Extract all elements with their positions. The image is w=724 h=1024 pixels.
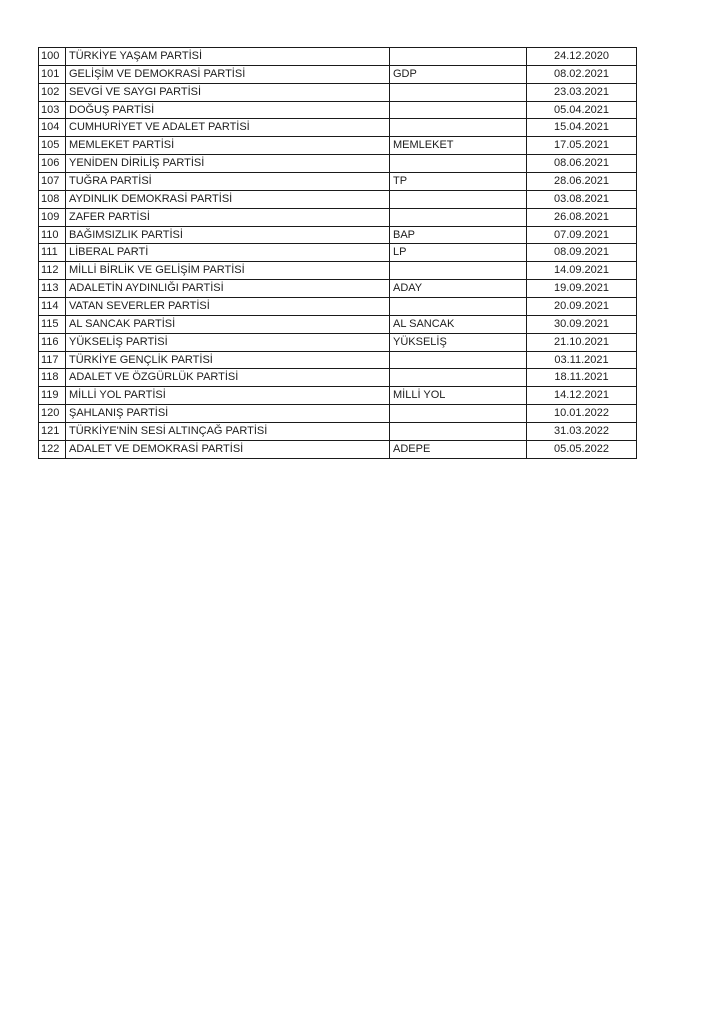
- abbreviation-cell: AL SANCAK: [390, 315, 527, 333]
- row-number-cell: 104: [39, 119, 66, 137]
- abbreviation-cell: LP: [390, 244, 527, 262]
- abbreviation-cell: GDP: [390, 65, 527, 83]
- party-table-body: [39, 48, 637, 459]
- party-name-cell: TÜRKİYE YAŞAM PARTİSİ: [66, 48, 390, 66]
- abbreviation-cell: YÜKSELİŞ: [390, 333, 527, 351]
- row-number-cell: 112: [39, 262, 66, 280]
- row-number-cell: 117: [39, 351, 66, 369]
- row-number-cell: 109: [39, 208, 66, 226]
- party-name-cell: ZAFER PARTİSİ: [66, 208, 390, 226]
- party-name-cell: TUĞRA PARTİSİ: [66, 173, 390, 191]
- table-row: [39, 101, 637, 119]
- founding-date-cell: 21.10.2021: [527, 333, 637, 351]
- table-row: [39, 369, 637, 387]
- row-number-cell: 111: [39, 244, 66, 262]
- party-name-cell: MİLLİ BİRLİK VE GELİŞİM PARTİSİ: [66, 262, 390, 280]
- abbreviation-cell: [390, 423, 527, 441]
- founding-date-cell: 03.11.2021: [527, 351, 637, 369]
- party-name-cell: DOĞUŞ PARTİSİ: [66, 101, 390, 119]
- table-row: [39, 405, 637, 423]
- party-name-cell: AL SANCAK PARTİSİ: [66, 315, 390, 333]
- party-name-cell: YÜKSELİŞ PARTİSİ: [66, 333, 390, 351]
- abbreviation-cell: ADAY: [390, 280, 527, 298]
- abbreviation-cell: [390, 351, 527, 369]
- table-row: [39, 440, 637, 458]
- party-name-cell: VATAN SEVERLER PARTİSİ: [66, 298, 390, 316]
- row-number-cell: 122: [39, 440, 66, 458]
- table-row: [39, 83, 637, 101]
- party-name-cell: ADALET VE ÖZGÜRLÜK PARTİSİ: [66, 369, 390, 387]
- abbreviation-cell: [390, 101, 527, 119]
- table-row: [39, 423, 637, 441]
- abbreviation-cell: MİLLİ YOL: [390, 387, 527, 405]
- founding-date-cell: 18.11.2021: [527, 369, 637, 387]
- row-number-cell: 106: [39, 155, 66, 173]
- table-row: [39, 333, 637, 351]
- founding-date-cell: 31.03.2022: [527, 423, 637, 441]
- table-row: [39, 155, 637, 173]
- party-name-cell: AYDINLIK DEMOKRASİ PARTİSİ: [66, 190, 390, 208]
- row-number-cell: 103: [39, 101, 66, 119]
- abbreviation-cell: [390, 190, 527, 208]
- party-name-cell: MİLLİ YOL PARTİSİ: [66, 387, 390, 405]
- founding-date-cell: 10.01.2022: [527, 405, 637, 423]
- table-row: [39, 190, 637, 208]
- row-number-cell: 119: [39, 387, 66, 405]
- party-name-cell: TÜRKİYE'NİN SESİ ALTINÇAĞ PARTİSİ: [66, 423, 390, 441]
- party-name-cell: MEMLEKET PARTİSİ: [66, 137, 390, 155]
- row-number-cell: 101: [39, 65, 66, 83]
- row-number-cell: 116: [39, 333, 66, 351]
- row-number-cell: 113: [39, 280, 66, 298]
- table-row: [39, 244, 637, 262]
- table-row: [39, 208, 637, 226]
- row-number-cell: 121: [39, 423, 66, 441]
- row-number-cell: 115: [39, 315, 66, 333]
- table-row: [39, 173, 637, 191]
- founding-date-cell: 08.02.2021: [527, 65, 637, 83]
- abbreviation-cell: [390, 83, 527, 101]
- abbreviation-cell: [390, 298, 527, 316]
- table-row: [39, 262, 637, 280]
- party-name-cell: SEVGİ VE SAYGI PARTİSİ: [66, 83, 390, 101]
- founding-date-cell: 03.08.2021: [527, 190, 637, 208]
- table-row: [39, 65, 637, 83]
- table-row: [39, 315, 637, 333]
- row-number-cell: 118: [39, 369, 66, 387]
- founding-date-cell: 28.06.2021: [527, 173, 637, 191]
- party-table: [38, 47, 637, 459]
- founding-date-cell: 19.09.2021: [527, 280, 637, 298]
- abbreviation-cell: [390, 119, 527, 137]
- row-number-cell: 108: [39, 190, 66, 208]
- abbreviation-cell: [390, 369, 527, 387]
- party-name-cell: YENİDEN DİRİLİŞ PARTİSİ: [66, 155, 390, 173]
- abbreviation-cell: [390, 48, 527, 66]
- founding-date-cell: 05.04.2021: [527, 101, 637, 119]
- row-number-cell: 105: [39, 137, 66, 155]
- abbreviation-cell: TP: [390, 173, 527, 191]
- abbreviation-cell: [390, 155, 527, 173]
- row-number-cell: 120: [39, 405, 66, 423]
- founding-date-cell: 15.04.2021: [527, 119, 637, 137]
- founding-date-cell: 24.12.2020: [527, 48, 637, 66]
- founding-date-cell: 07.09.2021: [527, 226, 637, 244]
- founding-date-cell: 14.12.2021: [527, 387, 637, 405]
- table-row: [39, 298, 637, 316]
- founding-date-cell: 23.03.2021: [527, 83, 637, 101]
- founding-date-cell: 26.08.2021: [527, 208, 637, 226]
- abbreviation-cell: [390, 405, 527, 423]
- party-name-cell: LİBERAL PARTİ: [66, 244, 390, 262]
- row-number-cell: 114: [39, 298, 66, 316]
- party-name-cell: ŞAHLANIŞ PARTİSİ: [66, 405, 390, 423]
- row-number-cell: 110: [39, 226, 66, 244]
- table-row: [39, 351, 637, 369]
- table-row: [39, 387, 637, 405]
- table-row: [39, 48, 637, 66]
- party-name-cell: CUMHURİYET VE ADALET PARTİSİ: [66, 119, 390, 137]
- party-name-cell: BAĞIMSIZLIK PARTİSİ: [66, 226, 390, 244]
- row-number-cell: 102: [39, 83, 66, 101]
- abbreviation-cell: [390, 262, 527, 280]
- founding-date-cell: 30.09.2021: [527, 315, 637, 333]
- table-row: [39, 226, 637, 244]
- table-row: [39, 280, 637, 298]
- party-name-cell: TÜRKİYE GENÇLİK PARTİSİ: [66, 351, 390, 369]
- abbreviation-cell: MEMLEKET: [390, 137, 527, 155]
- abbreviation-cell: BAP: [390, 226, 527, 244]
- row-number-cell: 100: [39, 48, 66, 66]
- party-name-cell: GELİŞİM VE DEMOKRASİ PARTİSİ: [66, 65, 390, 83]
- abbreviation-cell: [390, 208, 527, 226]
- founding-date-cell: 05.05.2022: [527, 440, 637, 458]
- founding-date-cell: 08.09.2021: [527, 244, 637, 262]
- party-name-cell: ADALET VE DEMOKRASİ PARTİSİ: [66, 440, 390, 458]
- founding-date-cell: 14.09.2021: [527, 262, 637, 280]
- founding-date-cell: 20.09.2021: [527, 298, 637, 316]
- founding-date-cell: 08.06.2021: [527, 155, 637, 173]
- founding-date-cell: 17.05.2021: [527, 137, 637, 155]
- abbreviation-cell: ADEPE: [390, 440, 527, 458]
- table-row: [39, 137, 637, 155]
- table-row: [39, 119, 637, 137]
- row-number-cell: 107: [39, 173, 66, 191]
- party-name-cell: ADALETİN AYDINLIĞI PARTİSİ: [66, 280, 390, 298]
